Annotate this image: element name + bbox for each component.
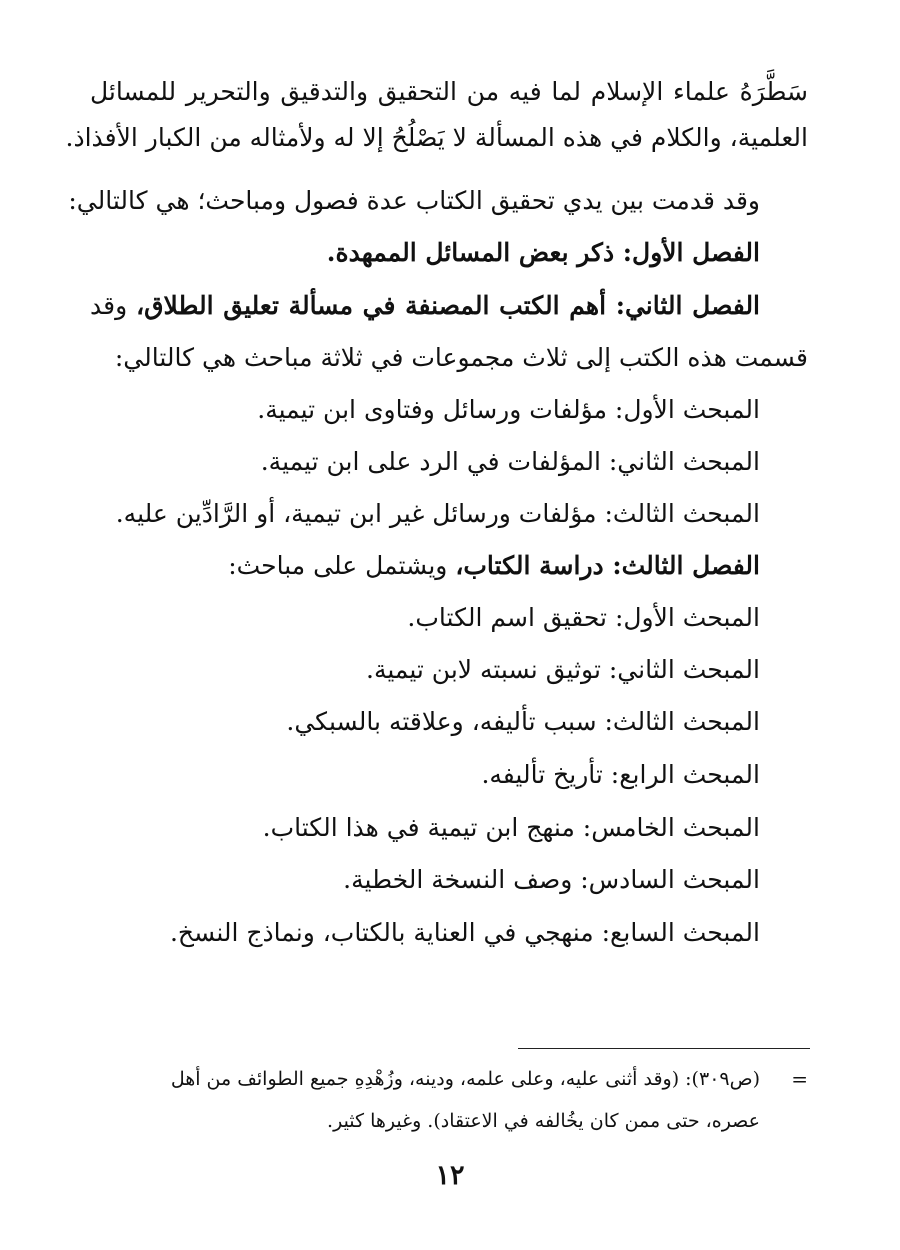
chapter-2-line-1 bbox=[90, 286, 760, 326]
intro-line-2: العلمية، والكلام في هذه المسألة لا يَصْلُحُ إلا له ولأمثاله من الكبار الأفذاذ. bbox=[65, 123, 808, 152]
plan-line: وقد قدمت بين يدي تحقيق الكتاب عدة فصول ومباحث؛ هي كالتالي: bbox=[68, 186, 760, 215]
ch3-section-2: المبحث الثاني: توثيق نسبته لابن تيمية. bbox=[366, 655, 760, 684]
chapter-2-tail: وقد bbox=[90, 291, 137, 320]
ch2-section-1: المبحث الأول: مؤلفات ورسائل وفتاوى ابن تيمية. bbox=[257, 395, 760, 424]
ch3-section-6: المبحث السادس: وصف النسخة الخطية. bbox=[343, 865, 760, 894]
footnote-line-1: (ص٣٠٩): (وقد أثنى عليه، وعلى علمه، ودينه، وزُهْدِهِ جميع الطوائف من أهل bbox=[170, 1068, 760, 1090]
footnote-continuation-marker: = bbox=[791, 1067, 808, 1091]
ch3-section-7: المبحث السابع: منهجي في العناية بالكتاب، ونماذج النسخ. bbox=[169, 918, 760, 947]
ch3-section-1: المبحث الأول: تحقيق اسم الكتاب. bbox=[407, 603, 760, 632]
footnote-line-2: عصره، حتى ممن كان يخُالفه في الاعتقاد). وغيرها كثير. bbox=[327, 1110, 760, 1132]
ch3-section-5: المبحث الخامس: منهج ابن تيمية في هذا الكتاب. bbox=[262, 813, 760, 842]
intro-line-1: سَطَّرَهُ علماء الإسلام لما فيه من التحقيق والتدقيق والتحرير للمسائل bbox=[90, 77, 808, 106]
ch2-section-3: المبحث الثالث: مؤلفات ورسائل غير ابن تيمية، أو الرَّادِّين عليه. bbox=[115, 499, 760, 528]
chapter-2-line-2: قسمت هذه الكتب إلى ثلاث مجموعات في ثلاثة مباحث هي كالتالي: bbox=[114, 343, 808, 372]
ch3-section-4: المبحث الرابع: تأريخ تأليفه. bbox=[481, 760, 760, 789]
ch2-section-2: المبحث الثاني: المؤلفات في الرد على ابن تيمية. bbox=[260, 447, 760, 476]
page-number: ١٢ bbox=[435, 1160, 465, 1191]
chapter-1-heading bbox=[327, 233, 760, 273]
footnote-separator bbox=[518, 1048, 810, 1049]
chapter-2-title: الفصل الثاني: أهم الكتب المصنفة في مسألة تعليق الطلاق، bbox=[136, 291, 761, 320]
ch3-section-3: المبحث الثالث: سبب تأليفه، وعلاقته بالسبكي. bbox=[286, 707, 760, 736]
chapter-3-tail: ويشتمل على مباحث: bbox=[228, 551, 456, 580]
chapter-1-title: الفصل الأول: ذكر بعض المسائل الممهدة. bbox=[326, 238, 760, 267]
chapter-3-line bbox=[228, 546, 760, 586]
chapter-3-title: الفصل الثالث: دراسة الكتاب، bbox=[455, 551, 760, 580]
